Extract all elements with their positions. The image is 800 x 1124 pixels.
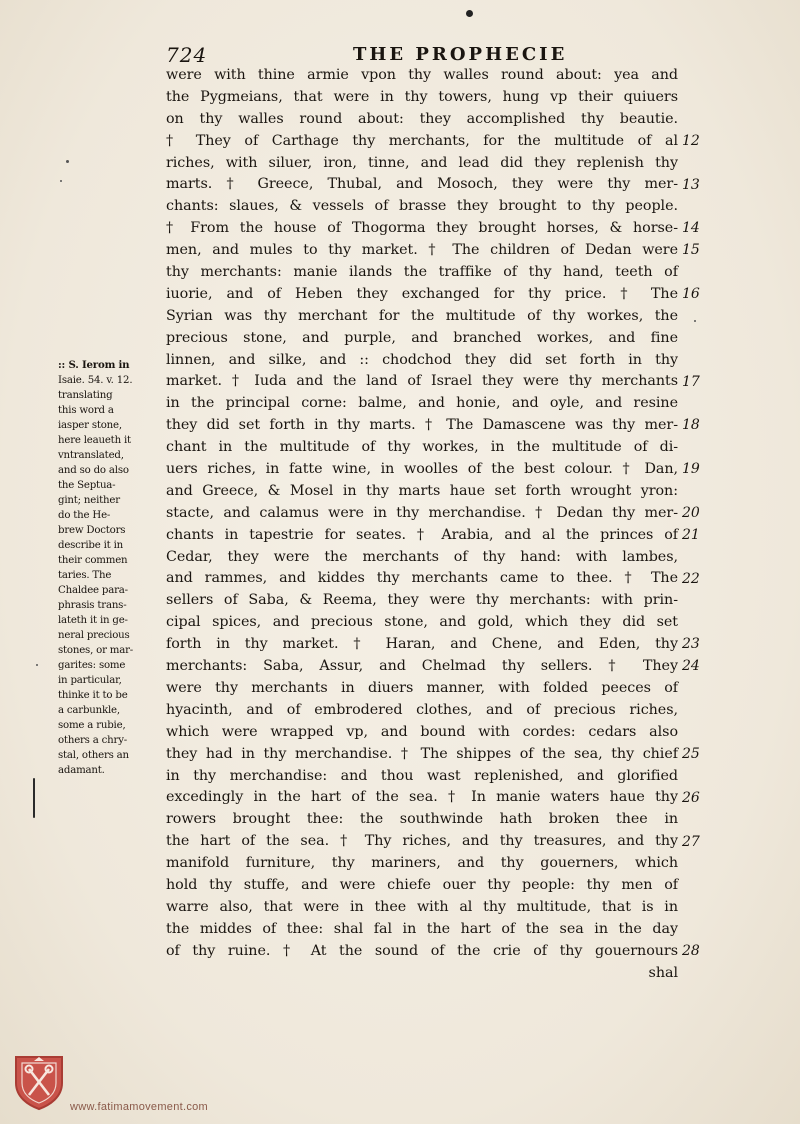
verse-number: 17 [682, 373, 700, 390]
text-line: market. † Iuda and the land of Israel they were thy merchants [166, 373, 678, 390]
ink-dot [466, 10, 473, 17]
margin-note-line: Isaie. 54. v. 12. [58, 375, 133, 386]
text-line: of thy ruine. † At the sound of the crie of thy gouernours [166, 942, 678, 959]
margin-note-line: brew Doctors [58, 525, 126, 536]
margin-note-line: neral precious [58, 630, 130, 641]
text-line: linnen, and silke, and :: chodchod they did set forth in thy [166, 351, 678, 368]
margin-note-line: the Septua- [58, 480, 116, 491]
verse-number: 27 [682, 833, 700, 850]
margin-note-line: describe it in [58, 540, 124, 551]
margin-note-line: garites: some [58, 660, 126, 671]
margin-note-line: stones, or mar- [58, 645, 134, 656]
speck [60, 180, 62, 182]
text-line: on thy walles round about: they accomplished thy beautie. [166, 110, 678, 127]
text-line: and Greece, & Mosel in thy marts haue set forth wrought yron: [166, 482, 678, 499]
text-line: excedingly in the hart of the sea. † In manie waters haue thy [166, 789, 678, 806]
text-line: cipal spices, and precious stone, and gold, which they did set [166, 614, 678, 631]
text-line: Syrian was thy merchant for the multitude of thy workes, the [166, 307, 678, 324]
text-line: stacte, and calamus were in thy merchandise. † Dedan thy mer- [166, 504, 678, 521]
text-line: † They of Carthage thy merchants, for the multitude of al [166, 132, 678, 149]
text-line: chants: slaues, & vessels of brasse they brought to thy people. [166, 198, 678, 215]
text-line: warre also, that were in thee with al thy multitude, that is in [166, 898, 678, 915]
text-line: the Pygmeians, that were in thy towers, hung vp their quiuers [166, 88, 678, 105]
text-line: they did set forth in thy marts. † The Damascene was thy mer- [166, 417, 678, 434]
verse-number: 25 [682, 745, 700, 762]
margin-note-line: gint; neither [58, 495, 120, 506]
margin-note-line: taries. The [58, 570, 112, 581]
text-line: sellers of Saba, & Reema, they were thy merchants: with prin- [166, 592, 678, 609]
text-line: hyacinth, and of embrodered clothes, and of precious riches, [166, 701, 678, 718]
margin-note-line: iasper stone, [58, 420, 122, 431]
text-line: and rammes, and kiddes thy merchants came to thee. † The [166, 570, 678, 587]
text-line: were with thine armie vpon thy walles round about: yea and [166, 67, 678, 83]
text-line: precious stone, and purple, and branched workes, and fine [166, 329, 678, 346]
verse-number: 16 [682, 286, 700, 302]
running-title: THE PROPHECIE [353, 44, 568, 65]
text-line: shal [648, 964, 678, 981]
margin-note-line: stal, others an [58, 750, 129, 761]
margin-note-line: thinke it to be [58, 690, 128, 701]
margin-note-line: :: S. Ierom in [58, 359, 130, 371]
verse-number: 14 [682, 220, 700, 237]
pencil-mark [33, 778, 35, 818]
speck [66, 160, 69, 163]
margin-note-line: lateth it in ge- [58, 615, 128, 626]
margin-note-line: in particular, [58, 675, 122, 686]
verse-number: 12 [682, 132, 700, 149]
text-line: the hart of the sea. † Thy riches, and thy treasures, and thy [166, 833, 678, 850]
text-line: manifold furniture, thy mariners, and thy gouerners, which [166, 855, 678, 872]
text-line: uers riches, in fatte wine, in woolles of the best colour. † Dan, [166, 461, 678, 478]
text-line: merchants: Saba, Assur, and Chelmad thy sellers. † They [166, 658, 678, 675]
margin-note-line: this word a [58, 405, 114, 416]
text-line: rowers brought thee: the southwinde hath broken thee in [166, 811, 678, 828]
margin-note-line: Chaldee para- [58, 585, 128, 596]
text-line: were thy merchants in diuers manner, with folded peeces of [166, 679, 678, 696]
margin-note-line: vntranslated, [58, 450, 124, 461]
verse-number: 26 [682, 789, 700, 806]
verse-number: 18 [682, 417, 700, 434]
text-line: † From the house of Thogorma they brought horses, & horse- [166, 220, 678, 237]
footer-url: www.fatimamovement.com [70, 1101, 209, 1113]
text-line: men, and mules to thy market. † The children of Dedan were [166, 242, 678, 259]
margin-note-line: translating [58, 390, 113, 401]
margin-note-line: do the He- [58, 510, 111, 521]
verse-number: 24 [682, 658, 700, 675]
text-line: hold thy stuffe, and were chiefe ouer thy people: thy men of [166, 876, 678, 893]
margin-note-line: adamant. [58, 765, 105, 776]
text-line: thy merchants: manie ilands the traffike of thy hand, teeth of [166, 264, 678, 281]
text-line: iuorie, and of Heben they exchanged for thy price. † The [166, 285, 678, 302]
verse-number: 28 [682, 943, 700, 959]
margin-note-line: here leaueth it [58, 435, 131, 446]
verse-number: 23 [682, 636, 700, 653]
body-text [166, 65, 678, 984]
verse-number: 20 [682, 505, 700, 521]
margin-note-line: and so do also [58, 465, 129, 476]
verse-number: 21 [682, 526, 700, 543]
verse-number: 19 [682, 461, 700, 478]
margin-note-line: a carbunkle, [58, 705, 120, 716]
text-line: riches, with siluer, iron, tinne, and lead did they replenish thy [166, 154, 678, 171]
text-line: Cedar, they were the merchants of thy hand: with lambes, [166, 548, 678, 565]
margin-note-line: some a rubie, [58, 720, 126, 731]
page-number: 724 [166, 43, 208, 67]
verse-number: 15 [682, 242, 700, 259]
speck [36, 664, 38, 666]
speck [694, 320, 696, 322]
margin-note-line: phrasis trans- [58, 600, 127, 611]
text-line: marts. † Greece, Thubal, and Mosoch, they were thy mer- [166, 176, 678, 193]
text-line: the middes of thee: shal fal in the hart of the sea in the day [166, 920, 678, 937]
papal-keys-seal-icon [12, 1053, 66, 1111]
text-line: in the principal corne: balme, and honie, and oyle, and resine [166, 395, 678, 412]
margin-note-line: their commen [58, 555, 128, 566]
text-line: forth in thy market. † Haran, and Chene, and Eden, thy [166, 636, 678, 653]
text-line: in thy merchandise: and thou wast replenished, and glorified [166, 767, 678, 784]
text-line: chants in tapestrie for seates. † Arabia, and al the princes of [166, 526, 678, 543]
verse-number: 13 [682, 176, 700, 193]
text-line: which were wrapped vp, and bound with cordes: cedars also [166, 723, 678, 740]
margin-note [58, 358, 164, 778]
text-line: chant in the multitude of thy workes, in the multitude of di- [166, 439, 678, 456]
text-line: they had in thy merchandise. † The shippes of the sea, thy chief [166, 745, 678, 762]
verse-number: 22 [682, 570, 700, 587]
margin-note-line: others a chry- [58, 735, 128, 746]
